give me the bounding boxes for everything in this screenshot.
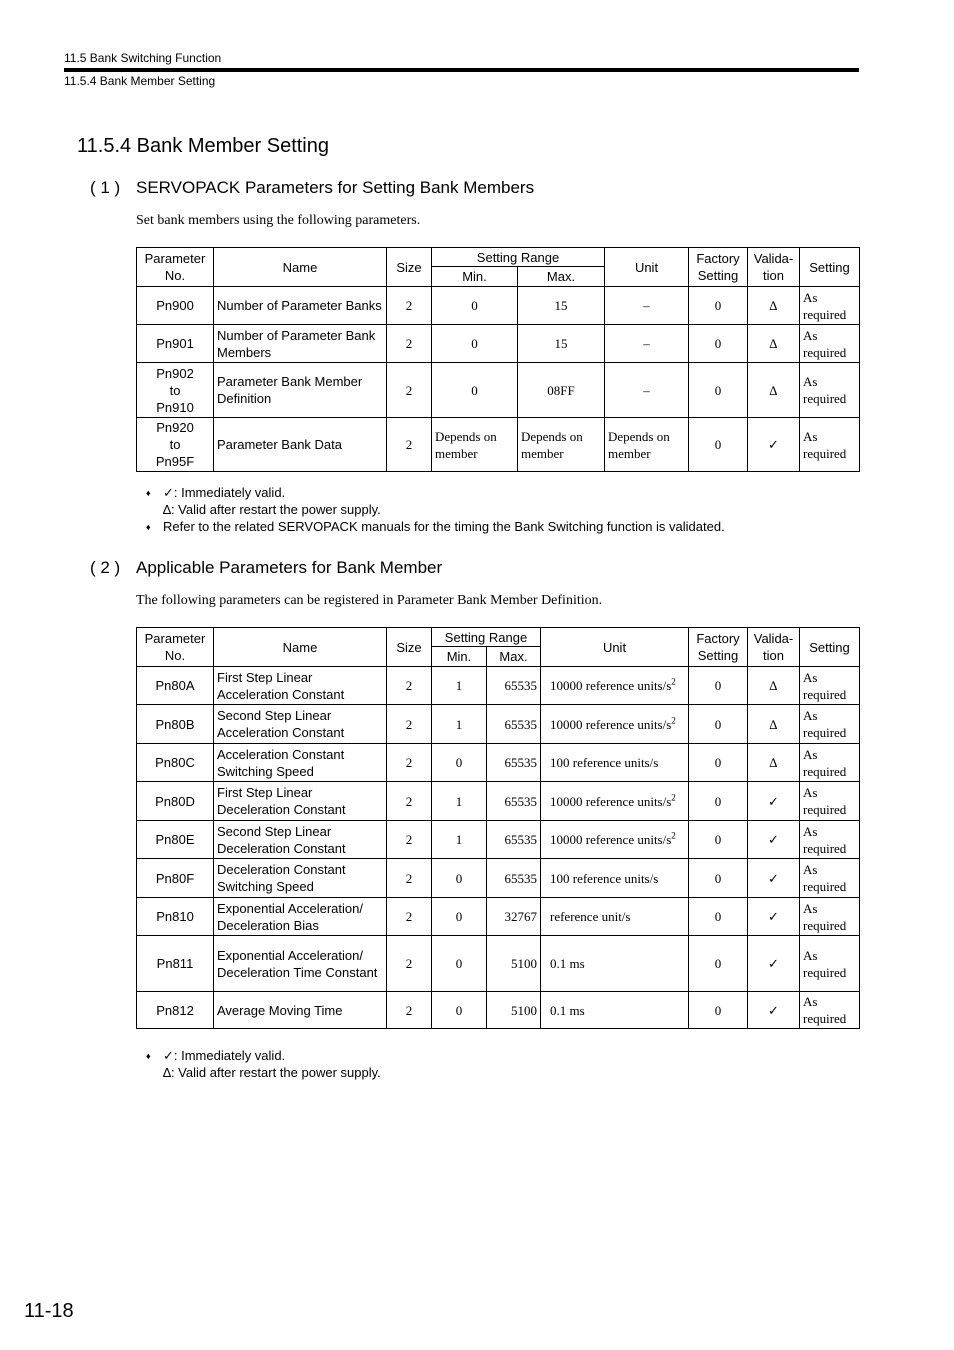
min-cell: 0: [432, 287, 518, 325]
col-factory-setting: Factory Setting: [689, 628, 748, 667]
unit-text: 10000 reference units/s: [550, 793, 672, 809]
col-max: Max.: [487, 647, 541, 667]
col-setting: Setting: [800, 248, 860, 287]
min-cell: 0: [432, 936, 487, 992]
validation-cell: ✓: [748, 992, 800, 1029]
unit-cell: –: [605, 325, 689, 363]
validation-cell: ✓: [748, 898, 800, 936]
min-cell: Depends on member: [432, 418, 518, 472]
setting-cell: As required: [800, 287, 860, 325]
max-cell: 15: [518, 287, 605, 325]
unit-text: 100 reference units/s: [550, 755, 659, 770]
param-no-cell: Pn812: [137, 992, 214, 1029]
bullet-icon: ♦: [146, 488, 151, 498]
name-cell: Number of Parameter Bank Members: [214, 325, 387, 363]
factory-cell: 0: [689, 705, 748, 744]
name-cell: Number of Parameter Banks: [214, 287, 387, 325]
max-cell: 5100: [487, 992, 541, 1029]
factory-cell: 0: [689, 325, 748, 363]
setting-cell: As required: [800, 325, 860, 363]
page-number: 11-18: [24, 1300, 74, 1322]
min-cell: 0: [432, 325, 518, 363]
min-cell: 1: [432, 667, 487, 705]
min-cell: 0: [432, 992, 487, 1029]
factory-cell: 0: [689, 287, 748, 325]
name-cell: Second Step Linear Deceleration Constant: [214, 821, 387, 859]
unit-cell: [541, 782, 689, 821]
size-cell: 2: [387, 325, 432, 363]
validation-cell: ✓: [748, 936, 800, 992]
max-cell: 65535: [487, 859, 541, 898]
col-setting: Setting: [800, 628, 860, 667]
validation-cell: ∆: [748, 667, 800, 705]
max-cell: 15: [518, 325, 605, 363]
table-row: [137, 325, 860, 363]
table-row: [137, 744, 860, 782]
size-cell: 2: [387, 821, 432, 859]
param-no-cell: Pn80E: [137, 821, 214, 859]
unit-cell: –: [605, 287, 689, 325]
param-no-cell: Pn811: [137, 936, 214, 992]
col-validation: Valida-tion: [748, 628, 800, 667]
unit-cell: [541, 821, 689, 859]
setting-cell: As required: [800, 418, 860, 472]
size-cell: 2: [387, 418, 432, 472]
col-min: Min.: [432, 647, 487, 667]
max-cell: 65535: [487, 667, 541, 705]
size-cell: 2: [387, 936, 432, 992]
table-row: [137, 418, 860, 472]
unit-text: 10000 reference units/s: [550, 678, 672, 693]
setting-cell: As required: [800, 744, 860, 782]
part2-note-validity: [146, 1048, 381, 1080]
unit-text: reference unit/s: [550, 909, 631, 924]
max-cell: 65535: [487, 782, 541, 821]
col-min: Min.: [432, 267, 518, 287]
max-cell: 08FF: [518, 363, 605, 418]
header-rule: [64, 68, 859, 72]
col-name: Name: [214, 248, 387, 287]
table-row: [137, 287, 860, 325]
factory-cell: 0: [689, 744, 748, 782]
col-validation: Valida-tion: [748, 248, 800, 287]
col-setting-range: Setting Range: [432, 248, 605, 267]
applicable-params-table: [136, 627, 860, 1029]
part2-title: Applicable Parameters for Bank Member: [136, 558, 443, 577]
unit-text: 10000 reference units/s: [550, 832, 672, 847]
name-cell: Deceleration Constant Switching Speed: [214, 859, 387, 898]
setting-cell: As required: [800, 782, 860, 821]
col-param-no: Parameter No.: [137, 248, 214, 287]
bank-member-params-table: [136, 247, 860, 472]
part2-intro: The following parameters can be registered in Parameter Bank Member Definition.: [136, 593, 603, 608]
param-no-cell: Pn80D: [137, 782, 214, 821]
unit-cell: [541, 992, 689, 1029]
table-row: [137, 898, 860, 936]
col-setting-range: Setting Range: [432, 628, 541, 647]
max-cell: 32767: [487, 898, 541, 936]
col-unit: Unit: [605, 248, 689, 287]
table-row: [137, 363, 860, 418]
size-cell: 2: [387, 744, 432, 782]
name-cell: Exponential Acceleration/ Deceleration Time Constant: [214, 936, 387, 992]
name-cell: Parameter Bank Member Definition: [214, 363, 387, 418]
param-no-cell: Pn810: [137, 898, 214, 936]
unit-cell: [541, 705, 689, 744]
part1-number: ( 1 ): [90, 178, 121, 197]
max-cell: 5100: [487, 936, 541, 992]
min-cell: 0: [432, 744, 487, 782]
bullet-icon: ♦: [146, 522, 151, 532]
name-cell: First Step Linear Acceleration Constant: [214, 667, 387, 705]
part2-heading: [90, 558, 442, 578]
max-cell: 65535: [487, 821, 541, 859]
size-cell: 2: [387, 667, 432, 705]
factory-cell: 0: [689, 782, 748, 821]
setting-cell: As required: [800, 898, 860, 936]
setting-cell: As required: [800, 859, 860, 898]
unit-text: 100 reference units/s: [550, 870, 659, 886]
size-cell: 2: [387, 859, 432, 898]
name-cell: Exponential Acceleration/ Deceleration Bias: [214, 898, 387, 936]
param-no-cell: Pn80B: [137, 705, 214, 744]
note-immediate: ✓: Immediately valid.: [163, 1048, 286, 1063]
unit-exponent: 2: [671, 792, 676, 803]
setting-cell: As required: [800, 667, 860, 705]
size-cell: 2: [387, 705, 432, 744]
unit-text: 10000 reference units/s: [550, 716, 672, 732]
unit-exponent: 2: [671, 830, 676, 841]
param-no-cell: Pn920 to Pn95F: [137, 418, 214, 472]
note-refer: Refer to the related SERVOPACK manuals for the timing the Bank Switching function is validated.: [163, 519, 725, 534]
validation-cell: ∆: [748, 325, 800, 363]
min-cell: 0: [432, 898, 487, 936]
unit-cell: –: [605, 363, 689, 418]
unit-cell: [541, 667, 689, 705]
table-row: [137, 667, 860, 705]
param-no-cell: Pn80F: [137, 859, 214, 898]
factory-cell: 0: [689, 363, 748, 418]
validation-cell: ∆: [748, 744, 800, 782]
size-cell: 2: [387, 992, 432, 1029]
part1-heading: [90, 178, 534, 198]
param-no-cell: Pn901: [137, 325, 214, 363]
validation-cell: ∆: [748, 705, 800, 744]
min-cell: 1: [432, 821, 487, 859]
section-title: 11.5.4 Bank Member Setting: [77, 135, 329, 157]
factory-cell: 0: [689, 859, 748, 898]
unit-exponent: 2: [671, 715, 676, 726]
validation-cell: ∆: [748, 363, 800, 418]
factory-cell: 0: [689, 418, 748, 472]
factory-cell: 0: [689, 821, 748, 859]
col-max: Max.: [518, 267, 605, 287]
unit-exponent: 2: [671, 676, 676, 687]
unit-cell: [541, 936, 689, 992]
max-cell: Depends on member: [518, 418, 605, 472]
unit-text: 0.1 ms: [550, 956, 585, 971]
unit-text: 0.1 ms: [550, 1002, 585, 1018]
col-unit: Unit: [541, 628, 689, 667]
size-cell: 2: [387, 782, 432, 821]
name-cell: Parameter Bank Data: [214, 418, 387, 472]
part2-number: ( 2 ): [90, 558, 121, 577]
setting-cell: As required: [800, 363, 860, 418]
table-row: [137, 859, 860, 898]
factory-cell: 0: [689, 667, 748, 705]
validation-cell: ✓: [748, 821, 800, 859]
max-cell: 65535: [487, 705, 541, 744]
min-cell: 1: [432, 782, 487, 821]
setting-cell: As required: [800, 936, 860, 992]
param-no-cell: Pn80A: [137, 667, 214, 705]
max-cell: 65535: [487, 744, 541, 782]
validation-cell: ✓: [748, 418, 800, 472]
setting-cell: As required: [800, 992, 860, 1029]
factory-cell: 0: [689, 936, 748, 992]
bullet-icon: ♦: [146, 1051, 151, 1061]
col-size: Size: [387, 628, 432, 667]
param-no-cell: Pn80C: [137, 744, 214, 782]
table-row: [137, 821, 860, 859]
col-name: Name: [214, 628, 387, 667]
size-cell: 2: [387, 363, 432, 418]
name-cell: Acceleration Constant Switching Speed: [214, 744, 387, 782]
min-cell: 0: [432, 859, 487, 898]
min-cell: 1: [432, 705, 487, 744]
part1-note-validity: [146, 485, 725, 534]
part1-intro: Set bank members using the following parameters.: [136, 213, 421, 228]
unit-cell: Depends on member: [605, 418, 689, 472]
name-cell: Second Step Linear Acceleration Constant: [214, 705, 387, 744]
unit-cell: [541, 898, 689, 936]
running-header-subsection: 11.5.4 Bank Member Setting: [64, 74, 216, 88]
factory-cell: 0: [689, 992, 748, 1029]
size-cell: 2: [387, 898, 432, 936]
name-cell: Average Moving Time: [214, 992, 387, 1029]
note-immediate: ✓: Immediately valid.: [163, 485, 286, 500]
note-restart: ∆: Valid after restart the power supply.: [163, 1065, 381, 1080]
table-row: [137, 705, 860, 744]
validation-cell: ✓: [748, 859, 800, 898]
name-cell: First Step Linear Deceleration Constant: [214, 782, 387, 821]
unit-cell: [541, 859, 689, 898]
table-row: [137, 936, 860, 992]
size-cell: 2: [387, 287, 432, 325]
factory-cell: 0: [689, 898, 748, 936]
validation-cell: ✓: [748, 782, 800, 821]
running-header-section: 11.5 Bank Switching Function: [64, 51, 222, 65]
min-cell: 0: [432, 363, 518, 418]
setting-cell: As required: [800, 705, 860, 744]
setting-cell: As required: [800, 821, 860, 859]
col-param-no: Parameter No.: [137, 628, 214, 667]
validation-cell: ∆: [748, 287, 800, 325]
col-factory-setting: Factory Setting: [689, 248, 748, 287]
table-row: [137, 992, 860, 1029]
unit-cell: [541, 744, 689, 782]
param-no-cell: Pn900: [137, 287, 214, 325]
col-size: Size: [387, 248, 432, 287]
note-restart: ∆: Valid after restart the power supply.: [163, 502, 381, 517]
param-no-cell: Pn902 to Pn910: [137, 363, 214, 418]
table-row: [137, 782, 860, 821]
part1-title: SERVOPACK Parameters for Setting Bank Members: [136, 178, 535, 197]
